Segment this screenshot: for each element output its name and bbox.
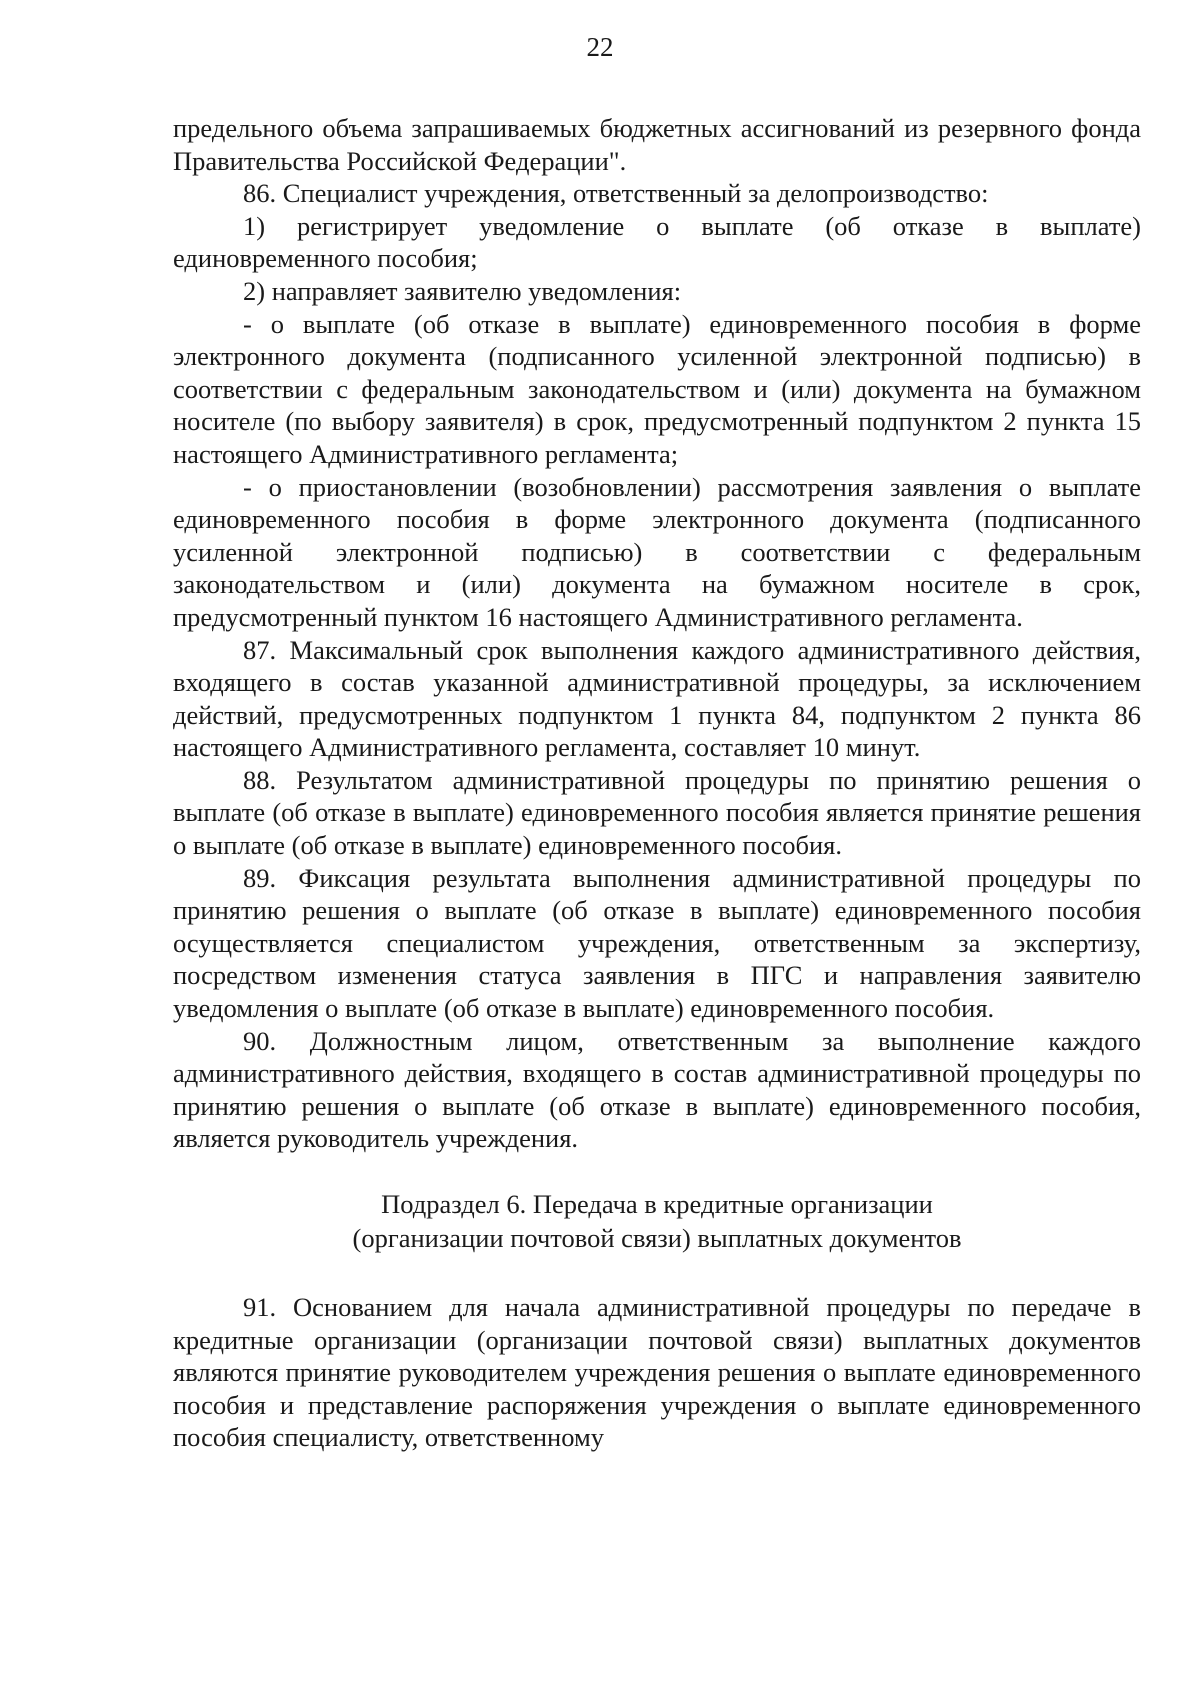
section-heading-line-1: Подраздел 6. Передача в кредитные организации <box>381 1189 933 1219</box>
paragraph-91: 91. Основанием для начала административной процедуры по передаче в кредитные организации (организации почтовой связи) выплатных документов являются принятие руководителем учреждения решения о выплате единовременного пособия и представление распоряжения учреждения о выплате единовременного пособия специалисту, ответственному <box>173 1292 1141 1453</box>
paragraph-88: 88. Результатом административной процедуры по принятию решения о выплате (об отказе в выплате) единовременного пособия является принятие решения о выплате (об отказе в выплате) единовременного пособия. <box>173 764 1141 861</box>
section-heading <box>173 1187 1141 1255</box>
section-heading-line-2: (организации почтовой связи) выплатных документов <box>352 1223 962 1253</box>
page-number: 22 <box>586 32 614 62</box>
paragraph-89: 89. Фиксация результата выполнения административной процедуры по принятию решения о выплате (об отказе в выплате) единовременного пособия осуществляется специалистом учреждения, ответственным за экспертизу, посредством изменения статуса заявления в ПГС и направления заявителю уведомления о выплате (об отказе в выплате) единовременного пособия. <box>173 862 1141 1024</box>
paragraph-86-item-2: 2) направляет заявителю уведомления: <box>243 275 682 306</box>
paragraph-86-dash-2: - о приостановлении (возобновлении) рассмотрения заявления о выплате единовременного пособия в форме электронного документа (подписанного усиленной электронной подписью) в соответствии с федеральным законодательством и (или) документа на бумажном носителе в срок, предусмотренный пунктом 16 настоящего Административного регламента. <box>173 471 1141 632</box>
paragraph-86-item-1: 1) регистрирует уведомление о выплате (об отказе в выплате) единовременного пособия; <box>173 210 1141 274</box>
paragraph-86-dash-1: - о выплате (об отказе в выплате) единовременного пособия в форме электронного документа (подписанного усиленной электронной подписью) в соответствии с федеральным законодательством и (или) документа на бумажном носителе (по выбору заявителя) в срок, предусмотренный подпунктом 2 пункта 15 настоящего Административного регламента; <box>173 308 1141 469</box>
paragraph-86: 86. Специалист учреждения, ответственный за делопроизводство: <box>243 178 989 209</box>
paragraph-90: 90. Должностным лицом, ответственным за выполнение каждого административного действия, входящего в состав административной процедуры по принятию решения о выплате (об отказе в выплате) единовременного пособия, является руководитель учреждения. <box>173 1025 1141 1154</box>
document-body <box>173 112 1141 1454</box>
paragraph-87: 87. Максимальный срок выполнения каждого административного действия, входящего в состав указанной административной процедуры, за исключением действий, предусмотренных подпунктом 1 пункта 84, подпунктом 2 пункта 86 настоящего Административного регламента, составляет 10 минут. <box>173 634 1141 763</box>
paragraph-continuation: предельного объема запрашиваемых бюджетных ассигнований из резервного фонда Правительства Российской Федерации". <box>173 113 1141 176</box>
